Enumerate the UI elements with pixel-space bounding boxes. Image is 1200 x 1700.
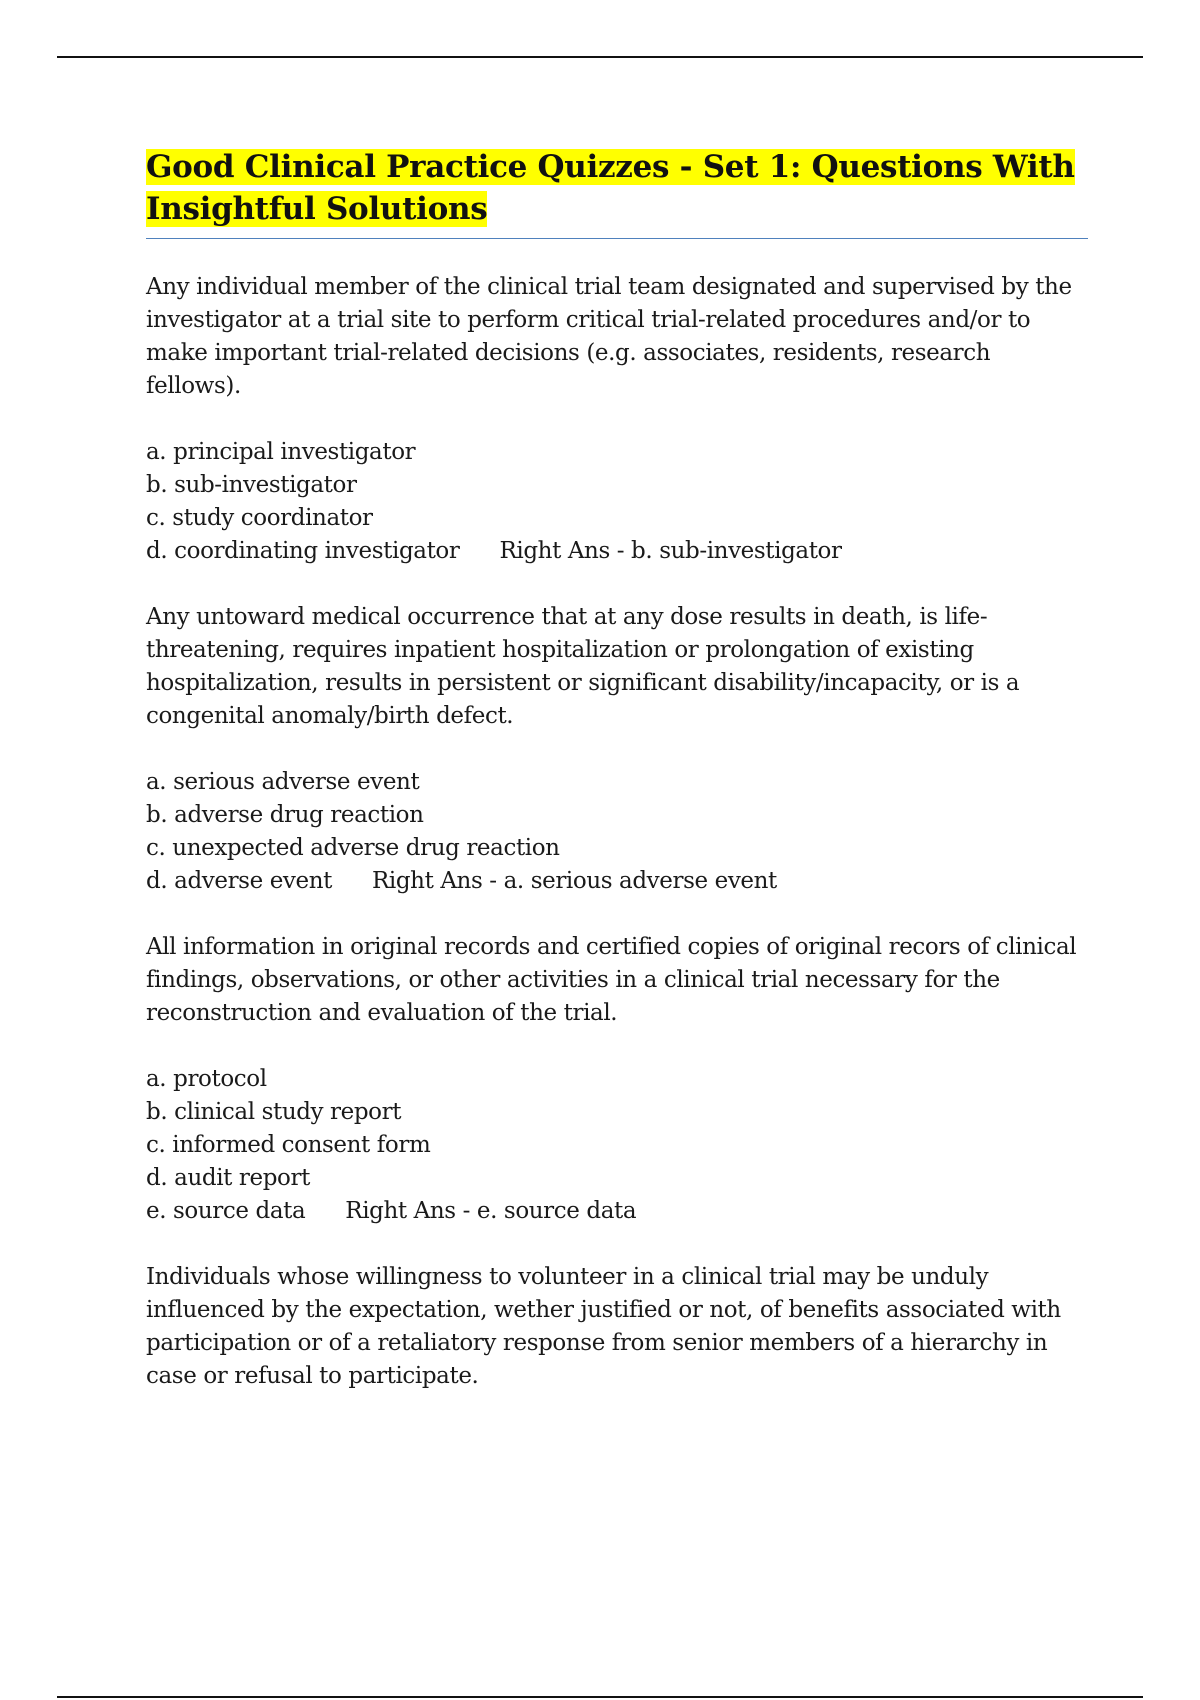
question-text: All information in original records and certified copies of original recors of clinical findings, observations, or other activities in a clinical trial necessary for the reconstruction and evaluation of the trial. bbox=[146, 934, 1077, 1026]
question-text: Any individual member of the clinical trial team designated and supervised by the investigator at a trial site to perform critical trial-related procedures and/or to make important trial-related decisions (e.g. associates, residents, research fellows). bbox=[146, 274, 1072, 399]
right-answer: Right Ans - a. serious adverse event bbox=[371, 868, 777, 894]
option-item: c. study coordinator bbox=[146, 505, 373, 531]
page-top-rule bbox=[57, 56, 1143, 58]
answer-options bbox=[146, 1063, 1088, 1228]
question-block-2 bbox=[146, 601, 1088, 898]
right-answer: Right Ans - b. sub-investigator bbox=[499, 538, 842, 564]
right-answer: Right Ans - e. source data bbox=[345, 1198, 637, 1224]
option-item: b. sub-investigator bbox=[146, 472, 357, 498]
document-title bbox=[146, 146, 1088, 230]
answer-options bbox=[146, 766, 1088, 898]
question-block-3 bbox=[146, 931, 1088, 1228]
question-text: Individuals whose willingness to volunteer in a clinical trial may be unduly influenced by the expectation, wether justified or not, of benefits associated with participation or of a retaliatory response from senior members of a hierarchy in case or refusal to participate. bbox=[146, 1264, 1061, 1389]
question-block-4 bbox=[146, 1261, 1088, 1393]
option-item-last bbox=[146, 865, 1088, 898]
option-item: b. adverse drug reaction bbox=[146, 802, 424, 828]
document-body bbox=[146, 146, 1088, 1393]
option-item: a. serious adverse event bbox=[146, 769, 420, 795]
option-text: d. adverse event bbox=[146, 868, 332, 894]
question-text: Any untoward medical occurrence that at any dose results in death, is life-threatening, requires inpatient hospitalization or prolongation of existing hospitalization, results in persistent or significant disability/incapacity, or is a congenital anomaly/birth defect. bbox=[146, 604, 1020, 729]
answer-options bbox=[146, 436, 1088, 568]
option-item: a. principal investigator bbox=[146, 439, 416, 465]
option-text: d. coordinating investigator bbox=[146, 538, 460, 564]
option-item: c. informed consent form bbox=[146, 1132, 431, 1158]
page-bottom-rule bbox=[57, 1696, 1143, 1698]
title-underline bbox=[146, 238, 1088, 239]
option-item: c. unexpected adverse drug reaction bbox=[146, 835, 560, 861]
option-item-last bbox=[146, 535, 1088, 568]
document-title-highlight: Good Clinical Practice Quizzes - Set 1: Questions With Insightful Solutions bbox=[146, 149, 1075, 227]
option-item: b. clinical study report bbox=[146, 1099, 402, 1125]
option-text: e. source data bbox=[146, 1198, 306, 1224]
option-item: a. protocol bbox=[146, 1066, 267, 1092]
option-item: d. audit report bbox=[146, 1165, 310, 1191]
option-item-last bbox=[146, 1195, 1088, 1228]
question-block-1 bbox=[146, 271, 1088, 568]
